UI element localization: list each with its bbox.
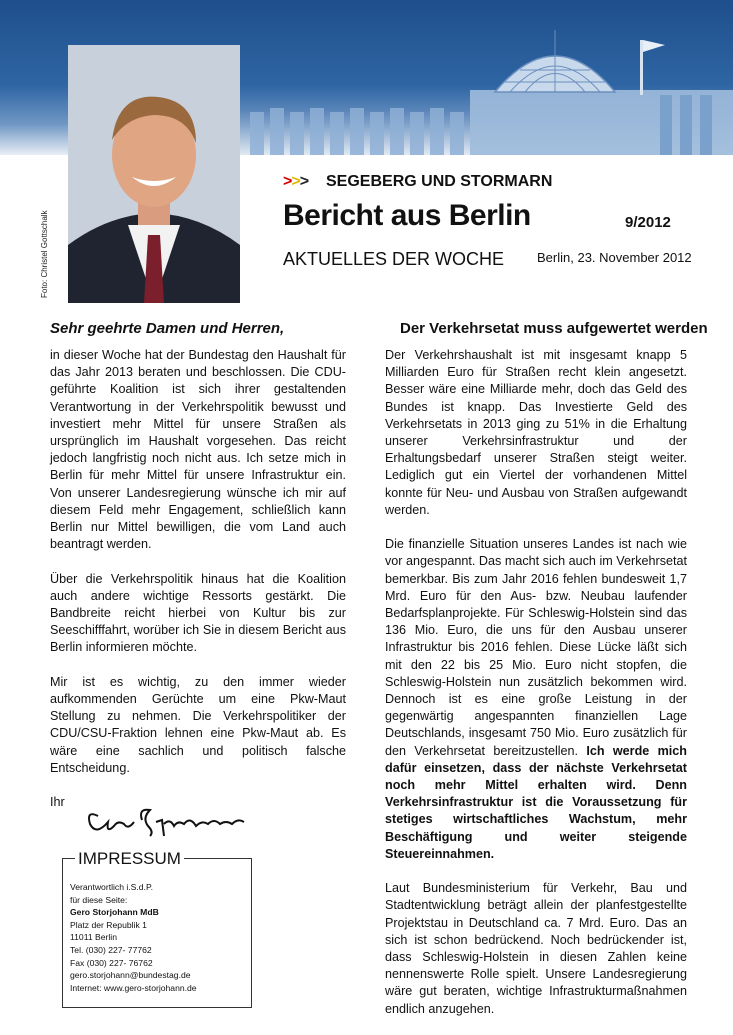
impressum-title: IMPRESSUM	[75, 849, 184, 869]
impressum-email[interactable]: gero.storjohann@bundestag.de	[70, 970, 191, 981]
left-paragraph: Mir ist es wichtig, zu den immer wieder aufkommenden Gerüchte um eine Pkw-Maut Stellung zu nehmen. Die Verkehrspolitiker der CDU/CSU-Fraktion lehnen eine Pkw-Maut ab. Es wäre eine sachlich und politisch falsche Entscheidung.	[50, 674, 346, 775]
impressum-line: Fax (030) 227- 76762	[70, 957, 153, 968]
left-paragraph: in dieser Woche hat der Bundestag den Haushalt für das Jahr 2013 beraten und beschlossen. Die CDU-geführte Koalition ist sich ihrer gestaltenden Verantwortung in der Verkehrspolitik bewusst und investiert mehr Mittel für unsere Straßen als ursprünglich im Haushalt vorgesehen. Das reicht jedoch langfristig noch nicht aus. Ich setze mich in Berlin für mehr Mittel für unsere Infrastruktur ein. Von unserer Landesregierung wünsche ich mir auf diesem Feld mehr Engagement, schließlich kann Berlin nur Mittel bewilligen, die vom Land auch beantragt werden.	[50, 348, 346, 552]
photo-credit: Foto: Christel Gottschalk	[40, 210, 49, 298]
impressum-line: Platz der Republik 1	[70, 919, 147, 930]
signature	[84, 796, 254, 842]
impressum-website[interactable]: Internet: www.gero-storjohann.de	[70, 982, 197, 993]
impressum-line: Verantwortlich i.S.d.P.	[70, 882, 153, 892]
salutation: Sehr geehrte Damen und Herren,	[50, 320, 285, 337]
impressum-line: für diese Seite:	[70, 894, 128, 905]
right-paragraph: Der Verkehrshaushalt ist mit insgesamt knapp 5 Milliarden Euro für Straßen recht klein angesetzt. Besser wäre eine Milliarde mehr, doch das Geld des Bundes ist knapp. Das Investierte Geld des Verkehrsetats in 2013 ging zu 51% in die Erhaltung unserer Verkehrsinfrastruktur und der Erhaltungsbedarf unserer Straßen steigt weiter. Lediglich gut ein Viertel der vorhandenen Mittel konnte für Neu- und Ausbau von Straßen aufgewandt werden.	[385, 348, 687, 517]
right-paragraph-bold: Ich werde mich dafür einsetzen, dass der nächste Verkehrsetat noch mehr Mittel erhalten wird. Denn Verkehrsinfrastruktur ist die Voraussetzung für stetiges wirtschaftliches Wachstum, mehr Beschäftigung und weiter steigende Steuereinnahmen.	[385, 743, 687, 861]
issue-number: 9/2012	[625, 214, 671, 231]
impressum-lines	[70, 881, 197, 994]
impressum-line: Tel. (030) 227- 77762	[70, 944, 152, 955]
issue-date: Berlin, 23. November 2012	[537, 250, 692, 265]
newsletter-subtitle: AKTUELLES DER WOCHE	[283, 249, 505, 269]
left-column	[50, 347, 346, 829]
left-paragraph: Über die Verkehrspolitik hinaus hat die Koalition auch andere wichtige Ressorts gestärkt. Die Bandbreite reicht hierbei von Kultur bis zur Seeschifffahrt, worüber ich Sie in diesem Bericht aus Berlin informieren möchte.	[50, 571, 346, 655]
impressum-line: Gero Storjohann MdB	[70, 907, 159, 918]
right-column	[385, 347, 687, 1035]
article-heading: Der Verkehrsetat muss aufgewertet werden	[400, 320, 708, 337]
right-paragraph: Laut Bundesministerium für Verkehr, Bau und Stadtentwicklung beträgt allein der planfestgestellte Projektstau in Deutschland ca. 7 Mrd. Euro. Das an sich ist schon bedrückend. Noch bedrückender ist, dass Schleswig-Holstein in diesen Zahlen keine nennenswerte Rolle spielt. Unsere Landesregierung wäre gut beraten, wichtige Infrastrukturmaßnahmen endlich anzugehen.	[385, 881, 687, 1016]
arrow-gold: >	[291, 173, 300, 190]
portrait-photo	[68, 45, 240, 303]
region-title: SEGEBERG UND STORMARN	[326, 173, 553, 190]
newsletter-title: Bericht aus Berlin	[283, 199, 531, 232]
right-paragraph	[385, 536, 687, 863]
closing: Ihr	[50, 795, 65, 810]
arrows-logo	[283, 173, 308, 191]
arrow-red: >	[283, 173, 292, 190]
impressum-line: 11011 Berlin	[70, 932, 117, 943]
right-paragraph-text: Die finanzielle Situation unseres Landes ist nach wie vor angespannt. Das macht sich auch im Verkehrsetat bemerkbar. Bis zum Jahr 2016 fehlen bundesweit 1,7 Mrd. Euro für den Aus- bzw. Neubau laufender Bedarfsplanprojekte. Für Schleswig-Holstein sind das 136 Mio. Euro, die uns für den Ausbau unserer Infrastruktur bis 2016 fehlen. Diese Lücke läßt sich mit den 22 bis 25 Mio. Euro nicht stopfen, die Schleswig-Holstein nun zusätzlich bekommen wird. Dennoch ist es eine große Leistung in der gegenwärtig angespannten finanziellen Lage Deutschlands, insgesamt 750 Mio. Euro zusätzlich für den Verkehrsetat bereitzustellen.	[385, 537, 687, 758]
arrow-black: >	[299, 173, 309, 190]
